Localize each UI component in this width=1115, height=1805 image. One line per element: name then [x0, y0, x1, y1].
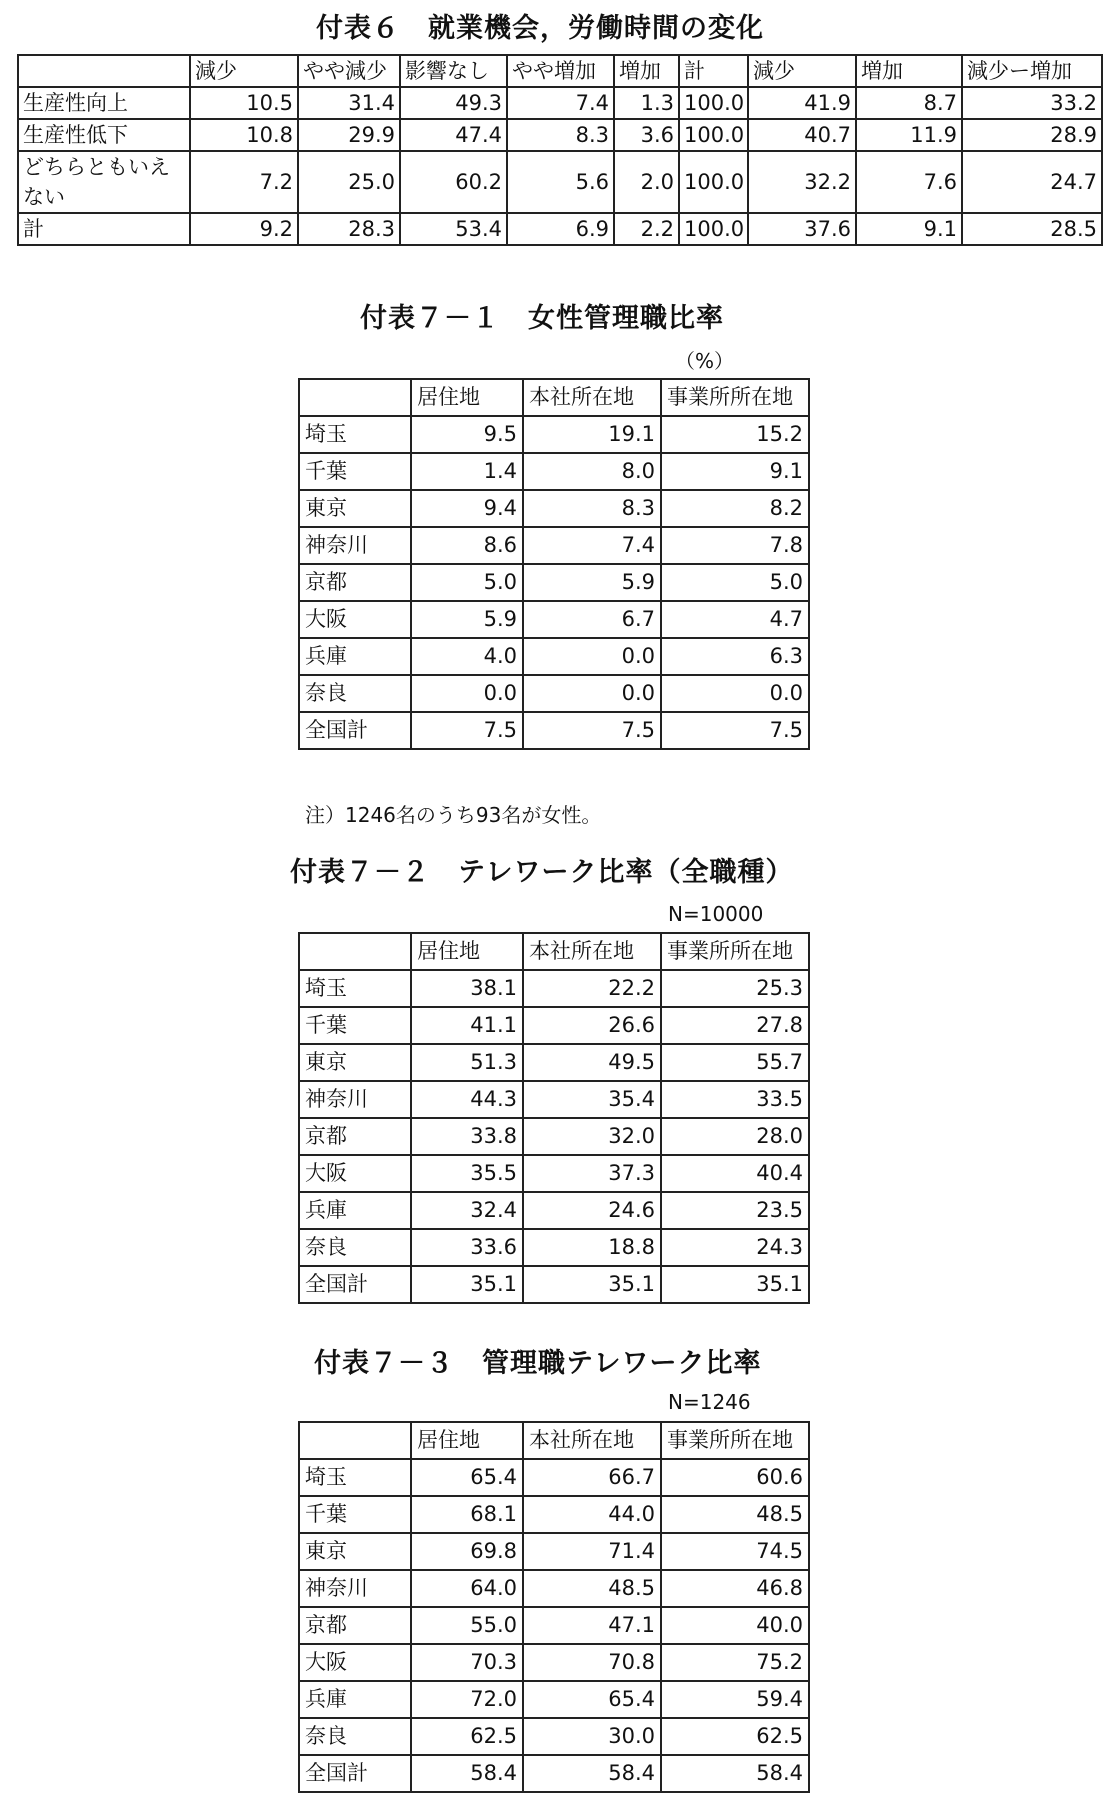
table-cell: 32.0	[523, 1118, 661, 1155]
table72-title: 付表７－２ テレワーク比率（全職種）	[290, 857, 794, 888]
table-cell: 9.1	[661, 453, 809, 490]
table71-note: 注）1246名のうち93名が女性。	[305, 803, 602, 827]
table-cell: 100.0	[679, 87, 748, 119]
table72	[298, 932, 810, 1304]
table-cell: 100.0	[679, 213, 748, 245]
row-label: 千葉	[299, 1496, 411, 1533]
column-header	[18, 55, 190, 87]
table-cell: 33.2	[962, 87, 1102, 119]
table-cell: 7.5	[661, 712, 809, 749]
table-cell: 72.0	[411, 1681, 523, 1718]
table-row	[299, 638, 809, 675]
row-label: 埼玉	[299, 416, 411, 453]
table-row	[299, 1229, 809, 1266]
header-row	[299, 379, 809, 416]
table-cell: 41.9	[748, 87, 856, 119]
table71-title: 付表７－１ 女性管理職比率	[360, 303, 724, 334]
table-cell: 62.5	[411, 1718, 523, 1755]
table-cell: 32.2	[748, 151, 856, 213]
column-header	[299, 1422, 411, 1459]
table-cell: 35.1	[661, 1266, 809, 1303]
table-cell: 47.4	[400, 119, 507, 151]
table-row	[299, 1081, 809, 1118]
table6	[17, 54, 1103, 246]
table-cell: 10.5	[190, 87, 298, 119]
column-header: 減少ー増加	[962, 55, 1102, 87]
table-row	[299, 1155, 809, 1192]
table-row	[299, 1192, 809, 1229]
table-cell: 24.6	[523, 1192, 661, 1229]
table-cell: 7.4	[507, 87, 614, 119]
table-cell: 8.3	[523, 490, 661, 527]
table-row	[299, 453, 809, 490]
table-row	[299, 1755, 809, 1792]
table-cell: 7.6	[856, 151, 962, 213]
column-header: やや減少	[298, 55, 400, 87]
table-cell: 7.5	[523, 712, 661, 749]
table-cell: 2.2	[614, 213, 679, 245]
table-cell: 22.2	[523, 970, 661, 1007]
table-cell: 38.1	[411, 970, 523, 1007]
table-cell: 8.7	[856, 87, 962, 119]
table-cell: 5.0	[661, 564, 809, 601]
table-cell: 24.3	[661, 1229, 809, 1266]
table-cell: 2.0	[614, 151, 679, 213]
table-cell: 71.4	[523, 1533, 661, 1570]
table73	[298, 1421, 810, 1793]
table-row	[299, 970, 809, 1007]
table-cell: 8.6	[411, 527, 523, 564]
table-cell: 55.0	[411, 1607, 523, 1644]
table-row	[299, 675, 809, 712]
table-cell: 58.4	[661, 1755, 809, 1792]
table-cell: 62.5	[661, 1718, 809, 1755]
table-cell: 37.3	[523, 1155, 661, 1192]
table-cell: 74.5	[661, 1533, 809, 1570]
row-label: 千葉	[299, 1007, 411, 1044]
column-header: 事業所所在地	[661, 933, 809, 970]
column-header: 影響なし	[400, 55, 507, 87]
table-cell: 35.1	[411, 1266, 523, 1303]
row-label: 奈良	[299, 675, 411, 712]
table-row	[299, 1044, 809, 1081]
table-cell: 9.5	[411, 416, 523, 453]
table-row	[299, 1266, 809, 1303]
table-row	[299, 1118, 809, 1155]
row-label: 京都	[299, 1607, 411, 1644]
row-label: 東京	[299, 490, 411, 527]
table-row	[299, 1681, 809, 1718]
table-cell: 15.2	[661, 416, 809, 453]
table-cell: 44.0	[523, 1496, 661, 1533]
table-cell: 48.5	[523, 1570, 661, 1607]
row-label: 計	[18, 213, 190, 245]
table-cell: 100.0	[679, 119, 748, 151]
row-label: 兵庫	[299, 1681, 411, 1718]
row-label: 全国計	[299, 1266, 411, 1303]
table-cell: 0.0	[523, 638, 661, 675]
table-row	[18, 87, 1102, 119]
column-header: 減少	[748, 55, 856, 87]
table-cell: 35.4	[523, 1081, 661, 1118]
row-label: どちらともいえない	[18, 151, 190, 213]
table-cell: 6.9	[507, 213, 614, 245]
table-cell: 69.8	[411, 1533, 523, 1570]
column-header: 増加	[856, 55, 962, 87]
row-label: 大阪	[299, 1644, 411, 1681]
row-label: 大阪	[299, 1155, 411, 1192]
table-cell: 5.9	[411, 601, 523, 638]
table-cell: 0.0	[411, 675, 523, 712]
table-cell: 35.5	[411, 1155, 523, 1192]
table73-title: 付表７－３ 管理職テレワーク比率	[314, 1348, 762, 1379]
table-cell: 5.9	[523, 564, 661, 601]
column-header: 増加	[614, 55, 679, 87]
row-label: 全国計	[299, 1755, 411, 1792]
row-label: 生産性低下	[18, 119, 190, 151]
row-label: 東京	[299, 1533, 411, 1570]
table-cell: 9.1	[856, 213, 962, 245]
row-label: 神奈川	[299, 527, 411, 564]
table-row	[299, 1607, 809, 1644]
table-cell: 0.0	[661, 675, 809, 712]
table-row	[299, 416, 809, 453]
table-cell: 64.0	[411, 1570, 523, 1607]
column-header: やや増加	[507, 55, 614, 87]
table-cell: 5.6	[507, 151, 614, 213]
column-header: 本社所在地	[523, 379, 661, 416]
table-cell: 10.8	[190, 119, 298, 151]
table-cell: 9.2	[190, 213, 298, 245]
table-cell: 58.4	[523, 1755, 661, 1792]
table-row	[299, 1459, 809, 1496]
table-cell: 33.6	[411, 1229, 523, 1266]
row-label: 埼玉	[299, 1459, 411, 1496]
row-label: 神奈川	[299, 1081, 411, 1118]
table-cell: 18.8	[523, 1229, 661, 1266]
column-header: 計	[679, 55, 748, 87]
table-cell: 29.9	[298, 119, 400, 151]
row-label: 大阪	[299, 601, 411, 638]
column-header: 本社所在地	[523, 1422, 661, 1459]
table73-unit: N=1246	[668, 1390, 751, 1414]
table71-unit: （%）	[675, 349, 735, 373]
table-cell: 19.1	[523, 416, 661, 453]
table-cell: 30.0	[523, 1718, 661, 1755]
table-row	[299, 712, 809, 749]
table-cell: 24.7	[962, 151, 1102, 213]
table-cell: 7.4	[523, 527, 661, 564]
table-cell: 4.7	[661, 601, 809, 638]
row-label: 神奈川	[299, 1570, 411, 1607]
column-header	[299, 933, 411, 970]
table-cell: 44.3	[411, 1081, 523, 1118]
table-cell: 1.3	[614, 87, 679, 119]
table-row	[299, 1570, 809, 1607]
table-cell: 28.0	[661, 1118, 809, 1155]
table-cell: 8.0	[523, 453, 661, 490]
column-header: 事業所所在地	[661, 379, 809, 416]
table-cell: 6.3	[661, 638, 809, 675]
table-cell: 47.1	[523, 1607, 661, 1644]
table-cell: 60.6	[661, 1459, 809, 1496]
row-label: 埼玉	[299, 970, 411, 1007]
table-row	[299, 1533, 809, 1570]
table-cell: 40.7	[748, 119, 856, 151]
table-cell: 9.4	[411, 490, 523, 527]
table-cell: 58.4	[411, 1755, 523, 1792]
table-cell: 53.4	[400, 213, 507, 245]
header-row	[18, 55, 1102, 87]
row-label: 東京	[299, 1044, 411, 1081]
table-row	[299, 564, 809, 601]
table-cell: 66.7	[523, 1459, 661, 1496]
row-label: 兵庫	[299, 1192, 411, 1229]
table-cell: 49.3	[400, 87, 507, 119]
column-header	[299, 379, 411, 416]
table-cell: 33.8	[411, 1118, 523, 1155]
table-cell: 40.0	[661, 1607, 809, 1644]
row-label: 兵庫	[299, 638, 411, 675]
row-label: 千葉	[299, 453, 411, 490]
table-cell: 3.6	[614, 119, 679, 151]
table-row	[299, 1718, 809, 1755]
table-cell: 8.3	[507, 119, 614, 151]
table-cell: 65.4	[523, 1681, 661, 1718]
table-row	[299, 1496, 809, 1533]
table-cell: 23.5	[661, 1192, 809, 1229]
table-cell: 59.4	[661, 1681, 809, 1718]
table-cell: 41.1	[411, 1007, 523, 1044]
table-cell: 37.6	[748, 213, 856, 245]
table-cell: 25.3	[661, 970, 809, 1007]
table-row	[299, 1644, 809, 1681]
header-row	[299, 933, 809, 970]
table-row	[299, 490, 809, 527]
table-row	[18, 119, 1102, 151]
table-cell: 65.4	[411, 1459, 523, 1496]
table-cell: 60.2	[400, 151, 507, 213]
table-cell: 28.5	[962, 213, 1102, 245]
table-cell: 0.0	[523, 675, 661, 712]
table-cell: 70.3	[411, 1644, 523, 1681]
table-cell: 55.7	[661, 1044, 809, 1081]
table-cell: 27.8	[661, 1007, 809, 1044]
table-cell: 51.3	[411, 1044, 523, 1081]
table-cell: 48.5	[661, 1496, 809, 1533]
table-cell: 7.8	[661, 527, 809, 564]
table-row	[299, 527, 809, 564]
table72-unit: N=10000	[668, 902, 764, 926]
table-cell: 28.9	[962, 119, 1102, 151]
row-label: 生産性向上	[18, 87, 190, 119]
table6-title: 付表６ 就業機会，労働時間の変化	[316, 13, 764, 44]
table-cell: 49.5	[523, 1044, 661, 1081]
table-cell: 31.4	[298, 87, 400, 119]
table-row	[18, 151, 1102, 213]
header-row	[299, 1422, 809, 1459]
table-cell: 1.4	[411, 453, 523, 490]
column-header: 居住地	[411, 379, 523, 416]
column-header: 事業所所在地	[661, 1422, 809, 1459]
row-label: 奈良	[299, 1229, 411, 1266]
table-cell: 46.8	[661, 1570, 809, 1607]
table-cell: 4.0	[411, 638, 523, 675]
table-cell: 6.7	[523, 601, 661, 638]
row-label: 奈良	[299, 1718, 411, 1755]
table-row	[18, 213, 1102, 245]
table-cell: 28.3	[298, 213, 400, 245]
table-cell: 11.9	[856, 119, 962, 151]
table-cell: 68.1	[411, 1496, 523, 1533]
column-header: 本社所在地	[523, 933, 661, 970]
table-cell: 100.0	[679, 151, 748, 213]
table71	[298, 378, 810, 750]
table-cell: 5.0	[411, 564, 523, 601]
table-cell: 35.1	[523, 1266, 661, 1303]
table-row	[299, 601, 809, 638]
column-header: 居住地	[411, 933, 523, 970]
table-cell: 40.4	[661, 1155, 809, 1192]
table-cell: 8.2	[661, 490, 809, 527]
row-label: 全国計	[299, 712, 411, 749]
table-cell: 7.5	[411, 712, 523, 749]
table-cell: 70.8	[523, 1644, 661, 1681]
row-label: 京都	[299, 564, 411, 601]
table-cell: 25.0	[298, 151, 400, 213]
table-cell: 26.6	[523, 1007, 661, 1044]
table-cell: 7.2	[190, 151, 298, 213]
column-header: 居住地	[411, 1422, 523, 1459]
table-row	[299, 1007, 809, 1044]
row-label: 京都	[299, 1118, 411, 1155]
table-cell: 33.5	[661, 1081, 809, 1118]
table-cell: 75.2	[661, 1644, 809, 1681]
table-cell: 32.4	[411, 1192, 523, 1229]
column-header: 減少	[190, 55, 298, 87]
